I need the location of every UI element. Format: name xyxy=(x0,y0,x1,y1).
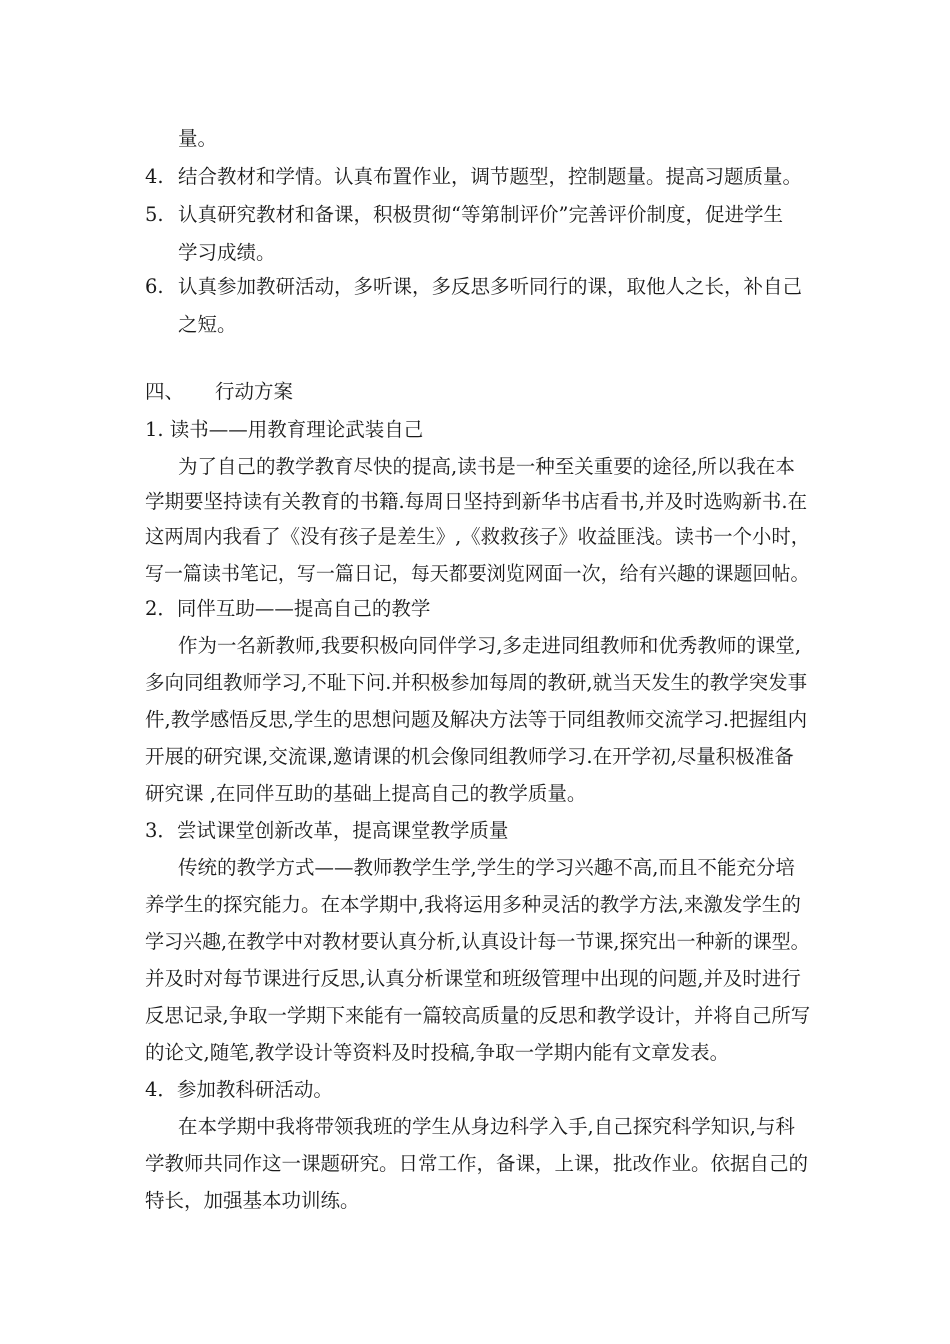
paragraph-line: 学教师共同作这一课题研究。日常工作，备课，上课，批改作业。依据自己的 xyxy=(145,1152,809,1175)
paragraph-line: 学习兴趣,在教学中对教材要认真分析,认真设计每一节课,探究出一种新的课型。 xyxy=(145,930,810,953)
paragraph-line: 养学生的探究能力。在本学期中,我将运用多种灵活的教学方法,来激发学生的 xyxy=(145,893,801,916)
section-number: 四、 xyxy=(145,380,185,403)
paragraph-line: 在本学期中我将带领我班的学生从身边科学入手,自己探究科学知识,与科 xyxy=(178,1115,795,1138)
subsection-heading: 2．同伴互助——提高自己的教学 xyxy=(145,597,431,620)
paragraph-line: 研究课 ,在同伴互助的基础上提高自己的教学质量。 xyxy=(145,782,587,805)
subsection-heading: 3．尝试课堂创新改革，提高课堂教学质量 xyxy=(145,819,509,842)
list-item-number: 4. xyxy=(145,165,164,188)
paragraph-line: 并及时对每节课进行反思,认真分析课堂和班级管理中出现的问题,并及时进行 xyxy=(145,967,801,990)
list-item-continuation: 量。 xyxy=(178,127,218,150)
list-item-text: 认真参加教研活动，多听课，多反思多听同行的课，取他人之长，补自己 xyxy=(178,275,803,298)
paragraph-line: 开展的研究课,交流课,邀请课的机会像同组教师学习.在开学初,尽量积极准备 xyxy=(145,745,794,768)
paragraph-line: 传统的教学方式——教师教学生学,学生的学习兴趣不高,而且不能充分培 xyxy=(178,856,795,879)
paragraph-line: 反思记录,争取一学期下来能有一篇较高质量的反思和教学设计，并将自己所写 xyxy=(145,1004,811,1027)
subsection-heading: 1. 读书——用教育理论武装自己 xyxy=(145,418,424,441)
section-title: 行动方案 xyxy=(215,380,294,403)
paragraph-line: 件,教学感悟反思,学生的思想问题及解决方法等于同组教师交流学习.把握组内 xyxy=(145,708,808,731)
paragraph-line: 的论文,随笔,教学设计等资料及时投稿,争取一学期内能有文章发表。 xyxy=(145,1041,730,1064)
paragraph-line: 作为一名新教师,我要积极向同伴学习,多走进同组教师和优秀教师的课堂, xyxy=(178,634,802,657)
list-item-text: 认真研究教材和备课，积极贯彻“等第制评价”完善评价制度，促进学生 xyxy=(178,203,783,226)
list-item-text: 结合教材和学情。认真布置作业，调节题型，控制题量。提高习题质量。 xyxy=(178,165,803,188)
subsection-heading: 4．参加教科研活动。 xyxy=(145,1078,333,1101)
list-item-number: 5. xyxy=(145,203,164,226)
paragraph-line: 写一篇读书笔记，写一篇日记，每天都要浏览网面一次，给有兴趣的课题回帖。 xyxy=(145,562,810,585)
list-item-number: 6. xyxy=(145,275,164,298)
paragraph-line: 这两周内我看了《没有孩子是差生》,《救救孩子》收益匪浅。读书一个小时， xyxy=(145,525,811,548)
paragraph-line: 多向同组教师学习,不耻下问.并积极参加每周的教研,就当天发生的教学突发事 xyxy=(145,671,808,694)
list-item-text: 之短。 xyxy=(178,313,237,336)
paragraph-line: 为了自己的教学教育尽快的提高,读书是一种至关重要的途径,所以我在本 xyxy=(178,455,795,478)
list-item-text: 学习成绩。 xyxy=(178,241,276,264)
paragraph-line: 特长，加强基本功训练。 xyxy=(145,1189,360,1212)
paragraph-line: 学期要坚持读有关教育的书籍.每周日坚持到新华书店看书,并及时选购新书.在 xyxy=(145,490,808,513)
